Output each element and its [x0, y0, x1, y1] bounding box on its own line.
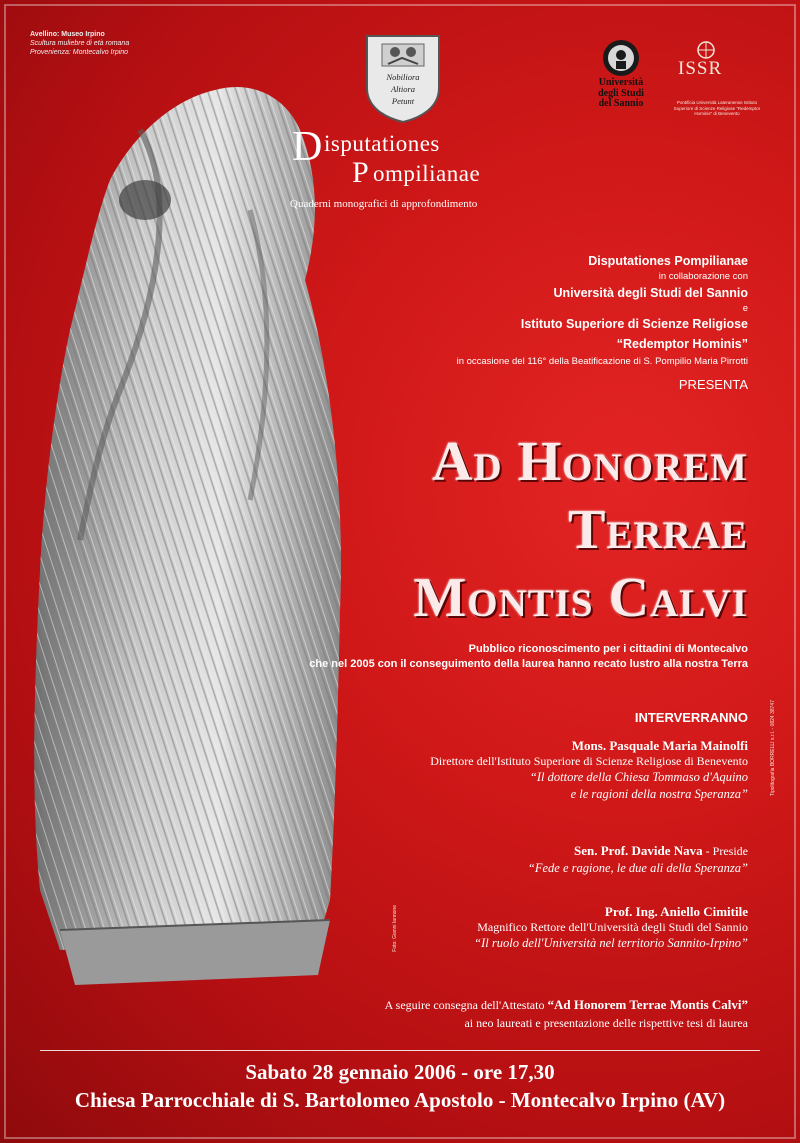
speaker-2-name: Sen. Prof. Davide Nava	[573, 843, 703, 858]
intro-and: e	[742, 303, 748, 314]
statue-image	[0, 70, 390, 1070]
divider	[40, 1050, 760, 1051]
caption-sculpture: Scultura muliebre di età romana	[30, 40, 130, 47]
interverranno-heading: INTERVERRANNO	[634, 710, 748, 725]
speaker-3-talk: “Il ruolo dell'Università nel territorio Sannito-Irpino”	[474, 936, 748, 950]
speaker-2-role: - Preside	[702, 844, 748, 858]
issr-emblem-icon	[672, 36, 762, 60]
speaker-3	[474, 904, 748, 952]
closing-attestato: “Ad Honorem Terrae Montis Calvi”	[547, 997, 748, 1012]
intro-university: Università degli Studi del Sannio	[553, 286, 748, 300]
brand-initial-d: D	[292, 124, 323, 170]
speaker-2-talk: “Fede e ragione, le due ali della Speranza”	[527, 861, 748, 875]
photo-credit: Foto: Gianni Iannone	[392, 905, 398, 952]
issr-letters: ISSR	[678, 58, 723, 79]
speaker-1-name: Mons. Pasquale Maria Mainolfi	[571, 738, 748, 753]
brand-line-1: isputationes	[324, 131, 440, 156]
issr-logo	[672, 36, 762, 116]
description-line-1: Pubblico riconoscimento per i cittadini di Montecalvo	[468, 643, 748, 655]
speaker-1	[430, 738, 748, 803]
issr-institution: Pontificia Università Lateranense Istituto Superiore di Scienze Religiose "Redemptor Hominis" di Benevento	[673, 100, 761, 116]
intro-presenta: PRESENTA	[678, 377, 748, 392]
printer-credit: Tipolitografia BORRELLI s.r.l. - 0824 38747	[770, 700, 776, 796]
speaker-1-talk-line-2: e le ragioni della nostra Speranza”	[570, 787, 748, 801]
description-block	[309, 642, 748, 672]
unisannio-logo	[595, 38, 647, 116]
speaker-1-talk-line-1: “Il dottore della Chiesa Tommaso d'Aquino	[529, 770, 748, 784]
intro-collab: in collaborazione con	[658, 271, 748, 282]
speaker-3-name: Prof. Ing. Aniello Cimitile	[604, 904, 748, 919]
intro-block	[457, 252, 748, 400]
title-line-1: Ad Honorem	[432, 431, 748, 493]
motto-line-2: Altiora	[390, 84, 416, 94]
motto-line-3: Petunt	[391, 96, 415, 106]
intro-institute: Istituto Superiore di Scienze Religiose	[520, 317, 748, 331]
speaker-3-role: Magnifico Rettore dell'Università degli Studi del Sannio	[477, 920, 748, 934]
title-line-3: Montis Calvi	[413, 567, 748, 629]
unisannio-name: Università degli Studi del Sannio	[598, 77, 644, 109]
motto-line-1: Nobiliora	[386, 72, 420, 82]
title-line-2: Terrae	[568, 499, 748, 561]
closing-line-2: ai neo laureati e presentazione delle rispettive tesi di laurea	[464, 1016, 748, 1030]
brand-line-2: ompilianae	[373, 161, 481, 186]
caption-provenance: Provenienza: Montecalvo Irpino	[30, 49, 129, 56]
brand-initial-p: P	[352, 156, 369, 189]
event-venue: Chiesa Parrocchiale di S. Bartolomeo Apostolo - Montecalvo Irpino (AV)	[74, 1088, 726, 1112]
brand-subtitle: Quaderni monografici di approfondimento	[290, 198, 478, 210]
photo-caption	[30, 30, 129, 57]
closing-intro: A seguire consegna dell'Attestato	[384, 998, 548, 1012]
intro-institute-name: “Redemptor Hominis”	[616, 337, 748, 351]
unisannio-seal-icon	[595, 38, 647, 78]
intro-organizer: Disputationes Pompilianae	[588, 254, 748, 268]
caption-museum: Avellino: Museo Irpino	[30, 31, 105, 38]
description-line-2: che nel 2005 con il conseguimento della laurea hanno recato lustro alla nostra Terra	[309, 658, 748, 670]
speaker-2	[528, 842, 748, 877]
event-date: Sabato 28 gennaio 2006 - ore 17,30	[245, 1060, 555, 1084]
closing-block	[385, 996, 748, 1032]
intro-occasion: in occasione del 116° della Beatificazione di S. Pompilio Maria Pirrotti	[456, 356, 748, 367]
speaker-1-role: Direttore dell'Istituto Superiore di Scienze Religiose di Benevento	[430, 754, 748, 768]
